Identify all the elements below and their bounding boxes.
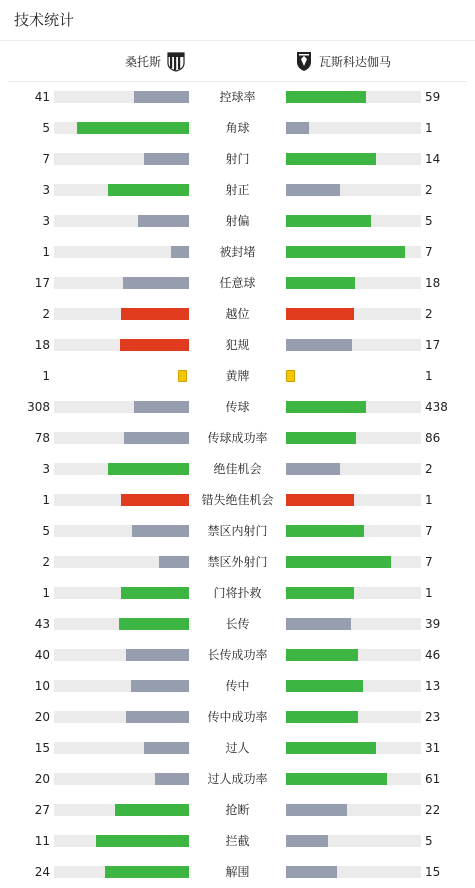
away-bar [286, 835, 328, 847]
home-bar [77, 122, 189, 134]
home-bar-track [54, 649, 189, 661]
home-bar [121, 494, 189, 506]
away-bar-track [286, 742, 421, 754]
away-bar [286, 184, 340, 196]
home-bar-track [54, 463, 189, 475]
home-value: 1 [42, 493, 50, 507]
away-bar [286, 742, 376, 754]
home-value: 3 [42, 183, 50, 197]
home-value: 15 [34, 741, 50, 755]
home-value: 40 [34, 648, 50, 662]
home-value: 10 [34, 679, 50, 693]
home-bar-track [54, 277, 189, 289]
stat-label: 过人 [225, 741, 250, 755]
away-value: 1 [425, 586, 433, 600]
away-bar-track [286, 122, 421, 134]
stat-row [0, 268, 475, 299]
home-bar-track [54, 401, 189, 413]
home-bar [126, 711, 189, 723]
away-bar-track [286, 680, 421, 692]
away-bar [286, 804, 347, 816]
stat-label: 射正 [225, 183, 250, 197]
away-team-name: 瓦斯科达伽马 [319, 54, 392, 69]
away-bar-track [286, 835, 421, 847]
away-value: 1 [425, 493, 433, 507]
away-bar [286, 649, 358, 661]
away-value: 7 [425, 524, 433, 538]
away-bar-track [286, 401, 421, 413]
away-value: 46 [425, 648, 441, 662]
stat-label: 错失绝佳机会 [201, 493, 274, 507]
home-value: 1 [42, 369, 50, 383]
away-value: 1 [425, 121, 433, 135]
stat-row [0, 516, 475, 547]
away-bar-track [286, 618, 421, 630]
away-value: 7 [425, 555, 433, 569]
home-bar-track [54, 308, 189, 320]
home-bar-track [54, 494, 189, 506]
away-value: 14 [425, 152, 441, 166]
away-value: 31 [425, 741, 441, 755]
home-value: 5 [42, 524, 50, 538]
away-bar [286, 122, 309, 134]
home-value: 78 [34, 431, 50, 445]
away-bar-track [286, 215, 421, 227]
stat-row [0, 702, 475, 733]
away-bar-track [286, 866, 421, 878]
stat-row [0, 237, 475, 268]
away-value: 13 [425, 679, 441, 693]
stat-label: 黄牌 [225, 369, 250, 383]
stat-label: 传中 [225, 679, 250, 693]
home-bar [144, 742, 189, 754]
away-bar [286, 618, 351, 630]
stat-row [0, 113, 475, 144]
home-bar-track [54, 432, 189, 444]
home-bar-track [54, 587, 189, 599]
home-value: 3 [42, 462, 50, 476]
away-bar [286, 246, 405, 258]
home-bar [126, 649, 189, 661]
home-bar [131, 680, 189, 692]
away-bar-track [286, 711, 421, 723]
away-bar-track [286, 339, 421, 351]
stat-row [0, 423, 475, 454]
away-bar [286, 556, 391, 568]
away-bar-track [286, 91, 421, 103]
away-bar-track [286, 556, 421, 568]
stat-label: 拦截 [225, 834, 250, 848]
home-bar [134, 91, 189, 103]
home-team[interactable] [125, 41, 187, 81]
away-value: 15 [425, 865, 441, 879]
away-value: 1 [425, 369, 433, 383]
home-value: 18 [34, 338, 50, 352]
home-value: 20 [34, 710, 50, 724]
stat-row [0, 454, 475, 485]
stat-label: 任意球 [219, 276, 256, 290]
home-bar [96, 835, 189, 847]
home-bar [108, 184, 189, 196]
away-bar [286, 680, 363, 692]
stat-row [0, 392, 475, 423]
home-value: 5 [42, 121, 50, 135]
stat-row [0, 826, 475, 857]
away-value: 5 [425, 834, 433, 848]
home-bar-track [54, 246, 189, 258]
away-bar [286, 432, 356, 444]
stat-row [0, 764, 475, 795]
home-value: 1 [42, 245, 50, 259]
away-bar-track [286, 277, 421, 289]
stat-label: 射偏 [225, 214, 250, 228]
home-bar [134, 401, 189, 413]
away-bar-track [286, 587, 421, 599]
away-bar-track [286, 308, 421, 320]
home-bar-track [54, 184, 189, 196]
stat-row [0, 144, 475, 175]
home-value: 27 [34, 803, 50, 817]
home-bar-track [54, 339, 189, 351]
away-value: 438 [425, 400, 448, 414]
home-bar-track [54, 153, 189, 165]
away-value: 22 [425, 803, 441, 817]
away-value: 86 [425, 431, 441, 445]
stat-row [0, 82, 475, 113]
away-value: 23 [425, 710, 441, 724]
away-bar [286, 339, 352, 351]
santos-crest-icon [165, 50, 187, 72]
away-value: 2 [425, 307, 433, 321]
home-bar [115, 804, 189, 816]
away-value: 17 [425, 338, 441, 352]
home-bar-track [54, 680, 189, 692]
home-value: 43 [34, 617, 50, 631]
stat-label: 传中成功率 [207, 710, 268, 724]
home-bar [159, 556, 189, 568]
stat-row [0, 330, 475, 361]
away-value: 7 [425, 245, 433, 259]
home-bar [171, 246, 189, 258]
stat-label: 禁区外射门 [207, 555, 268, 569]
away-bar [286, 494, 354, 506]
home-bar [132, 525, 189, 537]
home-bar-track [54, 91, 189, 103]
stat-label: 传球 [225, 400, 250, 414]
home-bar-track [54, 711, 189, 723]
stat-label: 过人成功率 [207, 772, 268, 786]
home-value: 1 [42, 586, 50, 600]
home-bar-track [54, 835, 189, 847]
away-bar-track [286, 773, 421, 785]
stat-label: 射门 [225, 152, 250, 166]
home-value: 7 [42, 152, 50, 166]
away-value: 61 [425, 772, 441, 786]
home-team-name: 桑托斯 [125, 54, 162, 69]
away-bar [286, 711, 358, 723]
home-bar [123, 277, 189, 289]
away-bar [286, 463, 340, 475]
home-value: 2 [42, 555, 50, 569]
away-bar [286, 277, 355, 289]
home-bar-track [54, 773, 189, 785]
stat-label: 犯规 [225, 338, 250, 352]
stat-row [0, 206, 475, 237]
away-bar-track [286, 463, 421, 475]
home-value: 308 [27, 400, 50, 414]
stat-label: 角球 [225, 121, 250, 135]
away-value: 2 [425, 183, 433, 197]
stat-label: 解围 [225, 865, 250, 879]
away-value: 39 [425, 617, 441, 631]
teams-header [8, 41, 467, 82]
stat-row [0, 671, 475, 702]
stat-label: 绝佳机会 [213, 462, 262, 476]
away-bar [286, 91, 366, 103]
home-bar-track [54, 618, 189, 630]
home-bar [144, 153, 189, 165]
home-value: 2 [42, 307, 50, 321]
stat-label: 控球率 [219, 90, 256, 104]
away-bar-track [286, 153, 421, 165]
section-title: 技术统计 [0, 0, 475, 41]
stat-label: 传球成功率 [207, 431, 268, 445]
away-bar [286, 153, 376, 165]
away-bar [286, 308, 354, 320]
stat-label: 越位 [225, 307, 250, 321]
home-value: 20 [34, 772, 50, 786]
home-bar [108, 463, 189, 475]
away-bar-track [286, 525, 421, 537]
home-bar-track [54, 804, 189, 816]
stat-label: 门将扑救 [213, 586, 262, 600]
stat-label: 抢断 [225, 803, 250, 817]
home-value: 11 [34, 834, 50, 848]
away-value: 18 [425, 276, 441, 290]
home-bar-track [54, 556, 189, 568]
away-team[interactable] [293, 41, 391, 81]
stat-row [0, 640, 475, 671]
away-value: 59 [425, 90, 441, 104]
away-bar [286, 866, 337, 878]
home-value: 17 [34, 276, 50, 290]
away-bar [286, 525, 364, 537]
home-bar [121, 587, 189, 599]
home-value: 24 [34, 865, 50, 879]
away-bar [286, 401, 366, 413]
home-bar [155, 773, 189, 785]
home-bar-track [54, 525, 189, 537]
home-bar-track [54, 215, 189, 227]
home-bar [138, 215, 189, 227]
stat-label: 长传成功率 [207, 648, 268, 662]
away-bar-track [286, 649, 421, 661]
away-bar [286, 215, 371, 227]
yellow-card-icon [286, 370, 295, 382]
stat-row [0, 547, 475, 578]
away-bar-track [286, 804, 421, 816]
yellow-card-icon [178, 370, 187, 382]
home-bar [119, 618, 189, 630]
stat-row [0, 361, 475, 392]
away-value: 2 [425, 462, 433, 476]
home-value: 3 [42, 214, 50, 228]
home-bar [124, 432, 189, 444]
stat-label: 长传 [225, 617, 250, 631]
stat-row [0, 733, 475, 764]
away-bar [286, 587, 354, 599]
stat-label: 禁区内射门 [207, 524, 268, 538]
stat-row [0, 795, 475, 826]
home-value: 41 [34, 90, 50, 104]
away-bar-track [286, 432, 421, 444]
away-bar-track [286, 246, 421, 258]
stat-row [0, 175, 475, 206]
home-bar [105, 866, 189, 878]
home-bar-track [54, 866, 189, 878]
stat-row [0, 857, 475, 888]
home-bar [120, 339, 189, 351]
stat-label: 被封堵 [219, 245, 256, 259]
home-bar [121, 308, 189, 320]
stat-row [0, 299, 475, 330]
vasco-crest-icon [293, 50, 315, 72]
away-bar [286, 773, 387, 785]
stat-row [0, 578, 475, 609]
stat-row [0, 485, 475, 516]
away-value: 5 [425, 214, 433, 228]
home-bar-track [54, 742, 189, 754]
away-bar-track [286, 184, 421, 196]
away-bar-track [286, 494, 421, 506]
stat-row [0, 609, 475, 640]
home-bar-track [54, 122, 189, 134]
